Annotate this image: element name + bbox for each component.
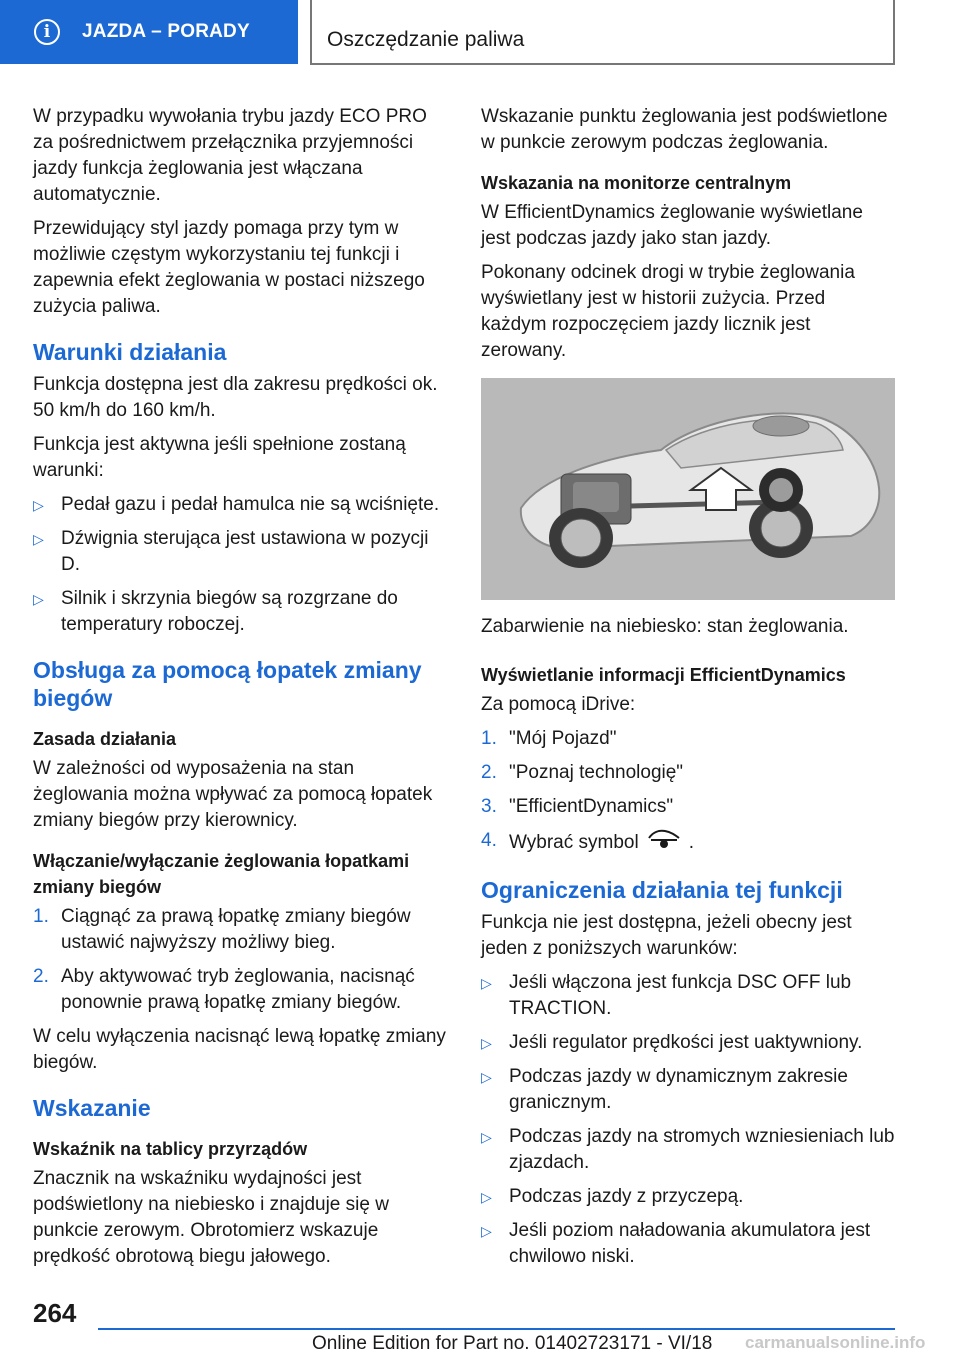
paragraph: Funkcja jest aktywna jeśli spełnione zostaną warunki: xyxy=(33,434,406,481)
chapter-title: Oszczędzanie paliwa xyxy=(327,28,525,51)
car-drivetrain-image xyxy=(481,378,895,600)
paragraph: W przypadku wywołania trybu jazdy ECO PRO za pośrednictwem przełącznika przyjemności jazdy funkcja żeglowania jest włączana automatycznie. xyxy=(33,106,427,205)
subheading-toggle: Włączanie/wyłączanie żeglowania łopatkami zmiany biegów xyxy=(33,851,410,897)
right-column xyxy=(481,104,895,1278)
list-item: 3. "EfficientDynamics" xyxy=(481,796,674,817)
edition-note: Online Edition for Part no. 01402723171 - VI/18 xyxy=(312,1333,713,1354)
paragraph: W zależności od wyposażenia na stan żeglowania można wpływać za pomocą łopatek zmiany biegów przy kierownicy. xyxy=(33,758,433,831)
list-item: 4. Wybrać symbol . xyxy=(481,828,895,858)
idrive-steps xyxy=(481,726,895,858)
info-icon: i xyxy=(34,19,60,45)
list-item: ▷ Jeśli poziom naładowania akumulatora jest chwilowo niski. xyxy=(481,1220,871,1267)
conditions-list xyxy=(33,492,451,638)
list-item: ▷ Podczas jazdy z przyczepą. xyxy=(481,1184,895,1210)
triangle-bullet-icon: ▷ xyxy=(33,591,44,607)
coasting-car-icon xyxy=(645,828,683,858)
footer-rule xyxy=(98,1328,895,1330)
heading-conditions: Warunki działania xyxy=(33,339,227,365)
paragraph: Znacznik na wskaźniku wydajności jest podświetlony na niebiesko i znajduje się w punkcie zerowym. Obrotomierz wskazuje prędkość obrotową biegu jałowego. xyxy=(33,1168,389,1267)
car-illustration xyxy=(481,378,895,600)
left-column xyxy=(33,104,451,1278)
header-divider-right xyxy=(893,0,895,64)
triangle-bullet-icon: ▷ xyxy=(481,1069,492,1085)
paragraph: Przewidujący styl jazdy pomaga przy tym w możliwie częstym wykorzystaniu tej funkcji i zapewnia efekt żeglowania w postaci niższego zużycia paliwa. xyxy=(33,218,425,317)
heading-limits: Ograniczenia działania tej funkcji xyxy=(481,877,843,903)
subheading-instrument: Wskaźnik na tablicy przyrządów xyxy=(33,1139,308,1159)
list-item: 2. "Poznaj technologię" xyxy=(481,762,684,783)
paragraph: W celu wyłączenia nacisnąć lewą łopatkę zmiany biegów. xyxy=(33,1026,446,1073)
heading-display: Wskazanie xyxy=(33,1095,151,1121)
paragraph: Funkcja nie jest dostępna, jeżeli obecny jest jeden z poniższych warunków: xyxy=(481,912,852,959)
heading-paddles: Obsługa za pomocą łopatek zmiany biegów xyxy=(33,657,422,711)
paragraph: Wskazanie punktu żeglowania jest podświetlone w punkcie zerowym podczas żeglowania. xyxy=(481,106,888,153)
subheading-principle: Zasada działania xyxy=(33,729,177,749)
triangle-bullet-icon: ▷ xyxy=(33,497,44,513)
limits-list xyxy=(481,970,895,1270)
list-item: ▷ Podczas jazdy na stromych wzniesieniach lub zjazdach. xyxy=(481,1126,895,1173)
paragraph: Funkcja dostępna jest dla zakresu prędkości ok. 50 km/h do 160 km/h. xyxy=(33,374,438,421)
paragraph: Za pomocą iDrive: xyxy=(481,694,636,715)
subheading-info: Wyświetlanie informacji EfficientDynamics xyxy=(481,665,846,685)
header-underline xyxy=(310,63,895,65)
list-item: ▷ Silnik i skrzynia biegów są rozgrzane do temperatury roboczej. xyxy=(33,588,398,635)
list-item: ▷ Jeśli włączona jest funkcja DSC OFF lub TRACTION. xyxy=(481,972,852,1019)
triangle-bullet-icon: ▷ xyxy=(481,1223,492,1239)
triangle-bullet-icon: ▷ xyxy=(481,1129,492,1145)
list-item: 1. "Mój Pojazd" xyxy=(481,728,617,749)
list-item: ▷ Podczas jazdy w dynamicznym zakresie granicznym. xyxy=(481,1066,848,1113)
figure-caption: Zabarwienie na niebiesko: stan żeglowania. xyxy=(481,616,849,637)
list-item: ▷ Dźwignia sterująca jest ustawiona w pozycji D. xyxy=(33,528,429,575)
list-item: ▷ Pedał gazu i pedał hamulca nie są wciśnięte. xyxy=(33,492,451,518)
section-title: JAZDA – PORADY xyxy=(82,21,250,42)
list-item: 1. Ciągnąć za prawą łopatkę zmiany biegów ustawić najwyższy możliwy bieg. xyxy=(33,906,411,953)
paragraph: Pokonany odcinek drogi w trybie żeglowania wyświetlany jest w historii zużycia. Przed każdym rozpoczęciem jazdy licznik jest zerowany. xyxy=(481,262,855,361)
triangle-bullet-icon: ▷ xyxy=(481,1035,492,1051)
list-item: 2. Aby aktywować tryb żeglowania, nacisnąć ponownie prawą łopatkę zmiany biegów. xyxy=(33,966,415,1013)
list-item: ▷ Jeśli regulator prędkości jest uaktywniony. xyxy=(481,1030,895,1056)
triangle-bullet-icon: ▷ xyxy=(481,1189,492,1205)
toggle-steps xyxy=(33,904,451,1016)
triangle-bullet-icon: ▷ xyxy=(481,975,492,991)
subheading-monitor: Wskazania na monitorze centralnym xyxy=(481,173,792,193)
watermark: carmanualsonline.info xyxy=(745,1333,926,1352)
header-divider xyxy=(310,0,312,64)
paragraph: W EfficientDynamics żeglowanie wyświetlane jest podczas jazdy jako stan jazdy. xyxy=(481,202,863,249)
page-number: 264 xyxy=(33,1298,77,1328)
chapter-tab xyxy=(0,0,298,64)
triangle-bullet-icon: ▷ xyxy=(33,531,44,547)
